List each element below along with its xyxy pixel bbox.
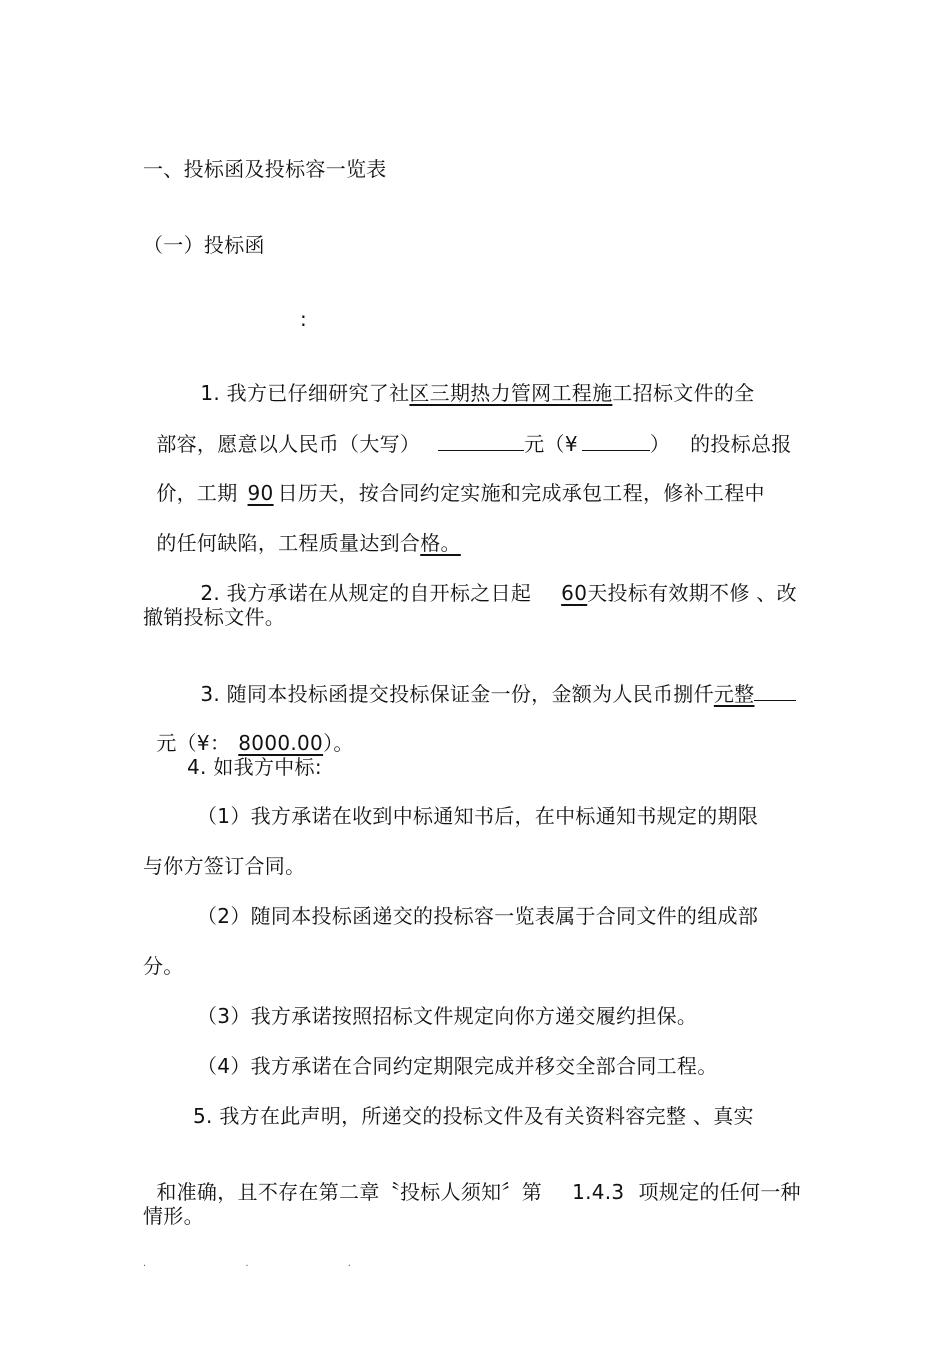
para4-line1: 4. 如我方中标: [187, 755, 322, 779]
clause-number: 1.4.3 [572, 1180, 625, 1204]
text: 天投标有效期不修 、改 [587, 581, 797, 605]
text: 2. 我方承诺在从规定的自开标之日起 [200, 581, 532, 605]
duration-days: 90 [247, 481, 274, 505]
para1-line1 [187, 354, 754, 406]
text: 日历天，按合同约定实施和完成承包工程，修补工程中 [277, 481, 765, 505]
text: ）。 [323, 731, 354, 755]
subsection-heading: （一）投标函 [143, 233, 265, 257]
quoted-chapter: 〝投标人须知〞 [379, 1180, 522, 1204]
text: 和准确，且不存在第二章 [156, 1180, 380, 1204]
para4-item1-a: （1）我方承诺在收到中标通知书后，在中标通知书规定的期限 [197, 804, 759, 828]
text: 元（¥ [524, 432, 578, 456]
para3-line2 [143, 704, 354, 756]
para2-line1 [187, 554, 797, 606]
para1-line3 [143, 454, 765, 506]
footer-dots: . . . [143, 1258, 399, 1269]
amount-trailing-blank [754, 680, 796, 701]
guarantee-amount-words: 元整 [713, 682, 755, 706]
para4-item2-a: （2）随同本投标函递交的投标容一览表属于合同文件的组成部 [197, 904, 759, 928]
para1-line4 [143, 504, 461, 556]
para4-item3: （3）我方承诺按照招标文件规定向你方递交履约担保。 [197, 1004, 698, 1028]
text: 工招标文件的全 [612, 381, 755, 405]
amount-words-blank [438, 430, 524, 451]
para4-item4: （4）我方承诺在合同约定期限完成并移交全部合同工程。 [197, 1054, 718, 1078]
text: 部容，愿意以人民币（大写） [156, 432, 421, 456]
para5-line2 [143, 1153, 801, 1205]
quality-grade: 格。 [420, 531, 461, 555]
para1-line2 [143, 404, 792, 457]
validity-days: 60 [561, 581, 588, 605]
amount-figure-blank [582, 430, 650, 451]
text: ） 的投标总报 [649, 432, 792, 456]
text: 项规定的任何一种 [638, 1180, 801, 1204]
section-heading: 一、投标函及投标容一览表 [143, 157, 387, 181]
project-name: 区三期热力管网工程施 [409, 381, 613, 405]
text: 的任何缺陷，工程质量达到合 [156, 531, 421, 555]
para4-item1-b: 与你方签订合同。 [143, 854, 306, 878]
para2-line2: 撤销投标文件。 [143, 605, 286, 629]
guarantee-amount-figure: 8000.00 [238, 731, 324, 755]
para5-line3: 情形。 [143, 1204, 204, 1228]
text: 价，工期 [156, 481, 238, 505]
text: 第 [521, 1180, 543, 1204]
text: 3. 随同本投标函提交投标保证金一份，金额为人民币捌仟 [200, 682, 714, 706]
text: 1. 我方已仔细研究了社 [200, 381, 410, 405]
para3-line1 [187, 654, 796, 707]
para5-line1: 5. 我方在此声明，所递交的投标文件及有关资料容完整 、真实 [193, 1104, 754, 1128]
addressee-colon: : [300, 307, 308, 331]
text: 元（¥： [156, 731, 231, 755]
para4-item2-b: 分。 [143, 954, 184, 978]
